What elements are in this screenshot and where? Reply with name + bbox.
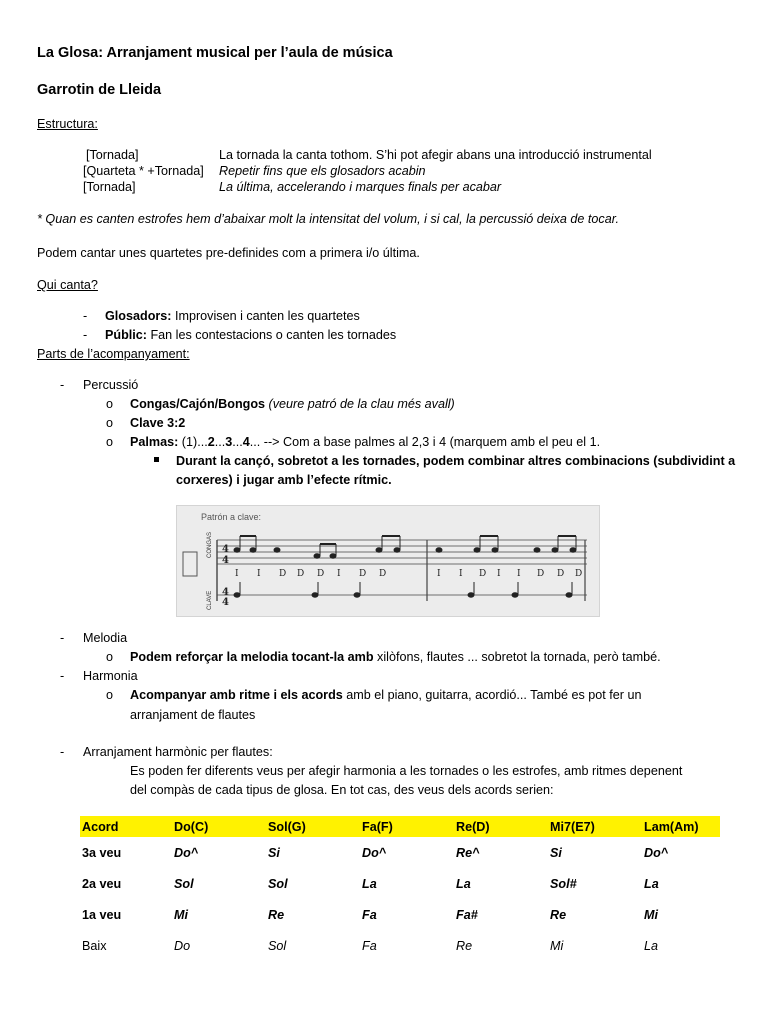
dash-bullet: - <box>60 631 65 645</box>
arranjament-line-1: Es poden fer diferents veus per afegir harmonia a les tornades o les estrofes, amb ritmes depenent <box>130 764 683 778</box>
qui-canta-item-public: Públic: Fan les contestacions o canten les tornades <box>105 328 397 342</box>
header-cell: Do(C) <box>172 816 266 837</box>
square-bullet-icon <box>154 457 159 462</box>
table-cell: Fa <box>362 938 377 953</box>
table-row <box>80 868 720 899</box>
score-syllable: D <box>557 569 565 579</box>
percussio-label: Percussió <box>83 378 139 392</box>
score-time-num-bottom: 4 <box>222 587 229 598</box>
row-label: 1a veu <box>82 907 122 922</box>
table-cell: Sol# <box>550 876 577 891</box>
estructura-row-3-text: La última, accelerando i marques finals per acabar <box>219 180 502 194</box>
document-title: La Glosa: Arranjament musical per l’aula de música <box>37 45 393 61</box>
header-cell: Lam(Am) <box>642 816 720 837</box>
estructura-row-2-label: [Quarteta * +Tornada] <box>83 164 204 178</box>
table-cell: Mi <box>174 907 188 922</box>
chord-table-header-row <box>80 816 720 837</box>
table-cell: La <box>456 876 471 891</box>
table-cell: La <box>362 876 377 891</box>
table-cell: Si <box>268 845 280 860</box>
score-syllable: I <box>517 569 521 579</box>
table-cell: Fa <box>362 907 377 922</box>
estructura-row-2-text: Repetir fins que els glosadors acabin <box>219 164 426 178</box>
table-cell: La <box>644 938 659 953</box>
table-cell: Re <box>550 907 567 922</box>
header-cell: Fa(F) <box>360 816 454 837</box>
qui-canta-item-glosadors: Glosadors: Improvisen i canten les quartetes <box>105 309 360 323</box>
score-syllable: D <box>359 569 367 579</box>
table-cell: Re <box>456 938 473 953</box>
score-clave-label: CLAVE <box>207 590 213 610</box>
header-cell: Mi7(E7) <box>548 816 642 837</box>
row-label: 2a veu <box>82 876 122 891</box>
circle-bullet: o <box>106 416 114 430</box>
circle-bullet: o <box>106 435 114 449</box>
score-syllable: I <box>459 569 463 579</box>
circle-bullet: o <box>106 650 114 664</box>
score-time-den-top: 4 <box>222 555 229 566</box>
table-cell: Sol <box>268 938 287 953</box>
score-congas-label: CONGAS <box>207 531 213 558</box>
table-cell: Do^ <box>362 845 387 860</box>
melodia-text: Podem reforçar la melodia tocant-la amb xilòfons, flautes ... sobretot la tornada, però també. <box>130 650 661 664</box>
header-cell: Re(D) <box>454 816 548 837</box>
table-cell: Si <box>550 845 562 860</box>
table-row <box>80 930 720 961</box>
circle-bullet: o <box>106 397 114 411</box>
dash-bullet: - <box>60 745 65 759</box>
row-label: 3a veu <box>82 845 122 860</box>
footnote: * Quan es canten estrofes hem d’abaixar molt la intensitat del volum, i si cal, la percussió deixa de tocar. <box>37 212 619 226</box>
table-cell: Do^ <box>174 845 199 860</box>
table-cell: Mi <box>550 938 564 953</box>
harmonia-label: Harmonia <box>83 669 138 683</box>
qui-canta-heading: Qui canta? <box>37 278 98 292</box>
table-cell: Sol <box>174 876 194 891</box>
header-cell: Acord <box>80 816 172 837</box>
predefined-note: Podem cantar unes quartetes pre-definides com a primera i/o última. <box>37 246 420 260</box>
clave-pattern-score-image <box>176 505 600 617</box>
score-time-num-top: 4 <box>222 544 229 555</box>
score-syllable: D <box>297 569 305 579</box>
circle-bullet: o <box>106 688 114 702</box>
table-row <box>80 837 720 868</box>
document-subtitle: Garrotin de Lleida <box>37 82 162 98</box>
score-time-den-bottom: 4 <box>222 597 229 608</box>
table-cell: Re <box>268 907 285 922</box>
percussio-clave: Clave 3:2 <box>130 416 186 430</box>
score-syllable: D <box>317 569 325 579</box>
score-syllable: I <box>337 569 341 579</box>
header-cell: Sol(G) <box>266 816 360 837</box>
dash-bullet: - <box>83 328 88 342</box>
table-cell: Do^ <box>644 845 669 860</box>
row-label: Baix <box>82 938 107 953</box>
estructura-row-3-label: [Tornada] <box>83 180 136 194</box>
score-syllable: D <box>575 569 583 579</box>
dash-bullet: - <box>83 309 88 323</box>
table-cell: Mi <box>644 907 658 922</box>
score-syllable: D <box>537 569 545 579</box>
percussio-sub-line-1: Durant la cançó, sobretot a les tornades, podem combinar altres combinacions (subdividint a <box>176 454 736 468</box>
score-syllable: I <box>437 569 441 579</box>
estructura-heading: Estructura: <box>37 117 98 131</box>
percussio-palmas: Palmas: (1)...2...3...4... --> Com a base palmes al 2,3 i 4 (marquem amb el peu el 1. <box>130 435 601 449</box>
melodia-label: Melodia <box>83 631 128 645</box>
estructura-row-1-text: La tornada la canta tothom. S’hi pot afegir abans una introducció instrumental <box>219 148 652 162</box>
dash-bullet: - <box>60 378 65 392</box>
table-cell: Re^ <box>456 845 480 860</box>
dash-bullet: - <box>60 669 65 683</box>
chord-table <box>80 816 720 961</box>
score-syllable: D <box>479 569 487 579</box>
estructura-row-1-label: [Tornada] <box>86 148 139 162</box>
percussio-congas: Congas/Cajón/Bongos (veure patró de la clau més avall) <box>130 397 455 411</box>
harmonia-line-2: arranjament de flautes <box>130 708 256 722</box>
score-syllable: I <box>257 569 261 579</box>
table-cell: La <box>644 876 659 891</box>
table-row <box>80 899 720 930</box>
percussio-sub-line-2: corxeres) i jugar amb l’efecte rítmic. <box>176 473 392 487</box>
table-cell: Do <box>174 938 191 953</box>
harmonia-line-1: Acompanyar amb ritme i els acords amb el piano, guitarra, acordió... També es pot fer un <box>130 688 642 702</box>
score-title: Patrón a clave: <box>201 512 262 522</box>
parts-heading: Parts de l’acompanyament: <box>37 347 190 361</box>
score-syllable: I <box>235 569 239 579</box>
arranjament-label: Arranjament harmònic per flautes: <box>83 745 273 759</box>
score-syllable: D <box>279 569 287 579</box>
table-cell: Fa# <box>456 907 478 922</box>
score-syllable: D <box>379 569 387 579</box>
table-cell: Sol <box>268 876 288 891</box>
arranjament-line-2: del compàs de cada tipus de glosa. En tot cas, des veus dels acords serien: <box>130 783 554 797</box>
score-syllable: I <box>497 569 501 579</box>
